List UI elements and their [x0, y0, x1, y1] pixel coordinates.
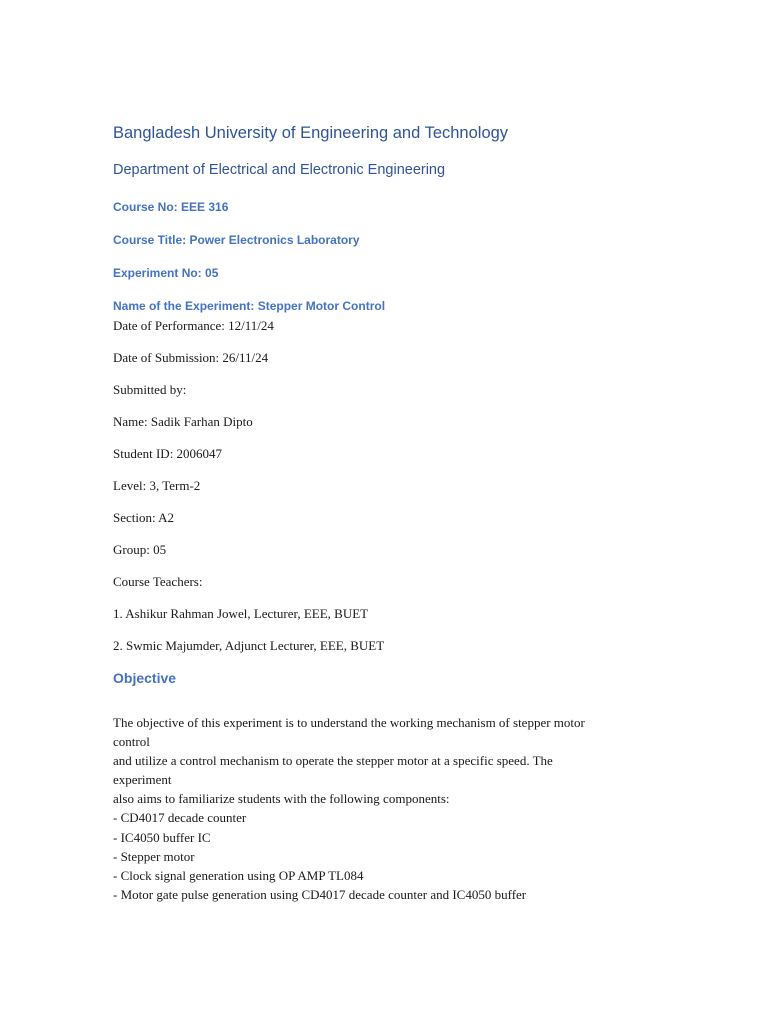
group: Group: 05	[113, 542, 167, 557]
student-id: Student ID: 2006047	[113, 446, 223, 461]
objective-text	[113, 713, 658, 904]
objective-heading: Objective	[113, 670, 177, 686]
course-no: Course No: EEE 316	[113, 200, 229, 214]
objective-line: experiment	[113, 772, 172, 788]
submitted-by-label: Submitted by:	[113, 382, 187, 397]
objective-line: also aims to familiarize students with the following components:	[113, 791, 450, 807]
objective-list-item: - Clock signal generation using OP AMP TL084	[113, 867, 364, 883]
course-teachers-label: Course Teachers:	[113, 574, 203, 589]
department-title: Department of Electrical and Electronic Engineering	[113, 162, 446, 178]
section: Section: A2	[113, 510, 175, 525]
objective-list-item: - Motor gate pulse generation using CD4017 decade counter and IC4050 buffer	[113, 886, 527, 902]
level-term: Level: 3, Term-2	[113, 478, 201, 493]
teacher-1: 1. Ashikur Rahman Jowel, Lecturer, EEE, BUET	[113, 606, 369, 621]
experiment-no: Experiment No: 05	[113, 266, 219, 280]
university-title: Bangladesh University of Engineering and Technology	[113, 124, 509, 142]
course-title: Course Title: Power Electronics Laboratory	[113, 233, 360, 247]
date-of-submission: Date of Submission: 26/11/24	[113, 350, 269, 365]
objective-list-item: - Stepper motor	[113, 848, 195, 864]
objective-line: control	[113, 734, 150, 750]
objective-line: The objective of this experiment is to understand the working mechanism of stepper motor	[113, 715, 585, 730]
date-of-performance: Date of Performance: 12/11/24	[113, 318, 274, 333]
student-name: Name: Sadik Farhan Dipto	[113, 414, 253, 429]
objective-list-item: - CD4017 decade counter	[113, 810, 247, 826]
objective-line: and utilize a control mechanism to operate the stepper motor at a specific speed. The	[113, 753, 553, 769]
objective-list-item: - IC4050 buffer IC	[113, 829, 211, 845]
teacher-2: 2. Swmic Majumder, Adjunct Lecturer, EEE, BUET	[113, 638, 385, 653]
experiment-name: Name of the Experiment: Stepper Motor Control	[113, 299, 386, 313]
